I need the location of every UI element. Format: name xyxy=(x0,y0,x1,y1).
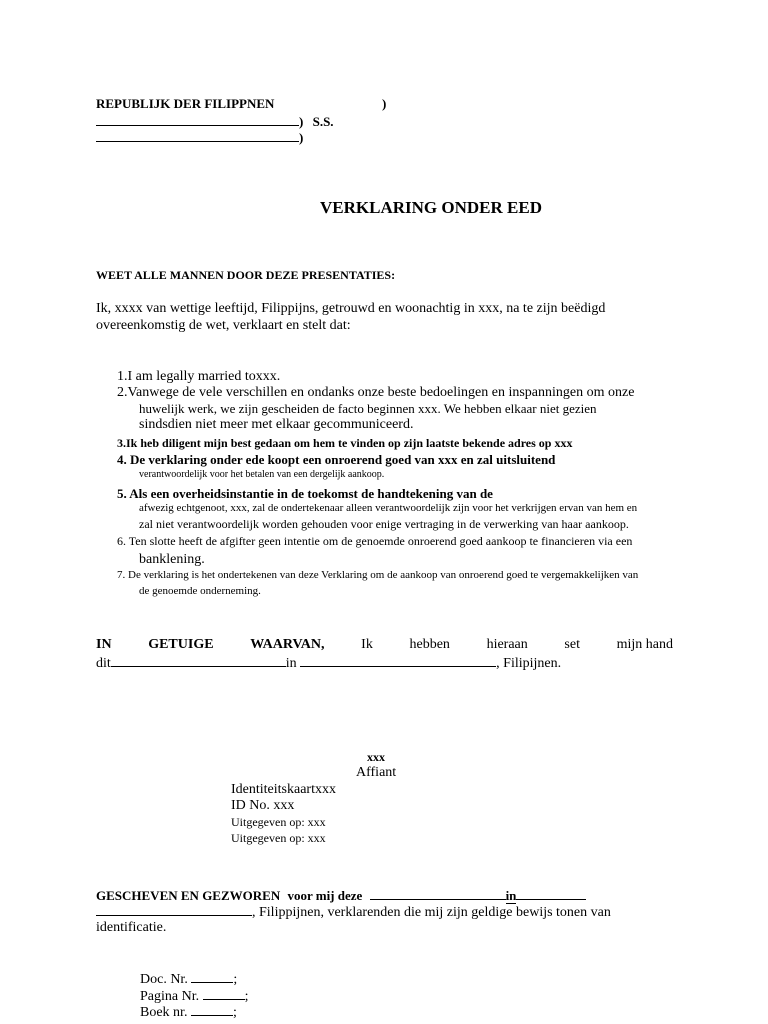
id-number: ID No. xxx xyxy=(231,798,295,813)
witness-line-1: IN GETUIGE WAARVAN, Ik hebben hieraan set mijn hand xyxy=(96,637,673,652)
id-card: Identiteitskaartxxx xyxy=(231,782,336,797)
doc-number: Doc. Nr. ; xyxy=(140,972,238,987)
blank-line xyxy=(191,1003,233,1016)
blank-line xyxy=(96,113,299,126)
caption-line-2: ) xyxy=(96,129,303,146)
preamble: WEET ALLE MANNEN DOOR DEZE PRESENTATIES: xyxy=(96,268,396,282)
item-2-line-1: 2.Vanwege de vele verschillen en ondanks onze beste bedoelingen en inspanningen om onze xyxy=(117,385,635,400)
issued-1: Uitgegeven op: xxx xyxy=(231,815,326,829)
caption-line-1: ) S.S. xyxy=(96,113,334,130)
witness-line-2: dit in , Filipijnen. xyxy=(96,656,562,671)
intro-line-1: Ik, xxxx van wettige leeftijd, Filippijns, getrouwd en woonachtig in xxx, na te zijn beëdigd xyxy=(96,301,606,316)
caption-paren: ) xyxy=(382,96,387,111)
item-6-line-2: banklening. xyxy=(139,552,205,567)
jurat-line-1: GESCHEVEN EN GEZWOREN voor mij deze in xyxy=(96,887,586,904)
jurat-line-3: identificatie. xyxy=(96,920,167,935)
item-3: 3.Ik heb diligent mijn best gedaan om hem te vinden op zijn laatste bekende adres op xxx xyxy=(117,436,573,450)
affiant-label: Affiant xyxy=(356,765,397,780)
item-5-line-2: afwezig echtgenoot, xxx, zal de ondertekenaar alleen verantwoordelijk zijn voor het verkrijgen ervan van hem en xyxy=(139,502,638,514)
caption-country: REPUBLIJK DER FILIPPNEN xyxy=(96,96,275,111)
page-number: Pagina Nr. ; xyxy=(140,989,249,1004)
caption-ss: S.S. xyxy=(312,114,334,129)
item-2-line-2: huwelijk werk, we zijn gescheiden de facto beginnen xxx. We hebben elkaar niet gezien xyxy=(139,401,597,416)
blank-line xyxy=(300,654,496,667)
issued-2: Uitgegeven op: xxx xyxy=(231,831,326,845)
blank-line xyxy=(96,903,252,916)
blank-line xyxy=(96,129,299,142)
item-6-line-1: 6. Ten slotte heeft de afgifter geen intentie om de genoemde onroerend goed aankoop te financieren via een xyxy=(117,534,633,548)
book-number: Boek nr. ; xyxy=(140,1005,237,1020)
page-title: VERKLARING ONDER EED xyxy=(320,198,542,217)
affiant-name: xxx xyxy=(367,750,385,764)
blank-line xyxy=(191,970,233,983)
blank-line xyxy=(203,987,245,1000)
item-4-line-1: 4. De verklaring onder ede koopt een onroerend goed van xxx en zal uitsluitend xyxy=(117,452,556,467)
blank-line xyxy=(370,887,506,900)
item-2-line-3: sindsdien niet meer met elkaar gecommuniceerd. xyxy=(139,417,414,432)
item-1: 1.I am legally married toxxx. xyxy=(117,369,281,384)
item-7-line-1: 7. De verklaring is het ondertekenen van deze Verklaring om de aankoop van onroerend goed te vergemakkelijken van xyxy=(117,569,639,581)
item-4-line-2: verantwoordelijk voor het betalen van een dergelijk aankoop. xyxy=(139,469,385,480)
item-7-line-2: de genoemde onderneming. xyxy=(139,585,261,597)
jurat-line-2: , Filippijnen, verklarenden die mij zijn geldige bewijs tonen van xyxy=(96,903,611,921)
blank-line xyxy=(111,654,286,667)
intro-line-2: overeenkomstig de wet, verklaart en stelt dat: xyxy=(96,318,351,333)
blank-line xyxy=(516,887,586,900)
item-5-line-1: 5. Als een overheidsinstantie in de toekomst de handtekening van de xyxy=(117,486,493,501)
item-5-line-3: zal niet verantwoordelijk worden gehouden voor enige vertraging in de verwerking van haar aankoop. xyxy=(139,517,629,531)
